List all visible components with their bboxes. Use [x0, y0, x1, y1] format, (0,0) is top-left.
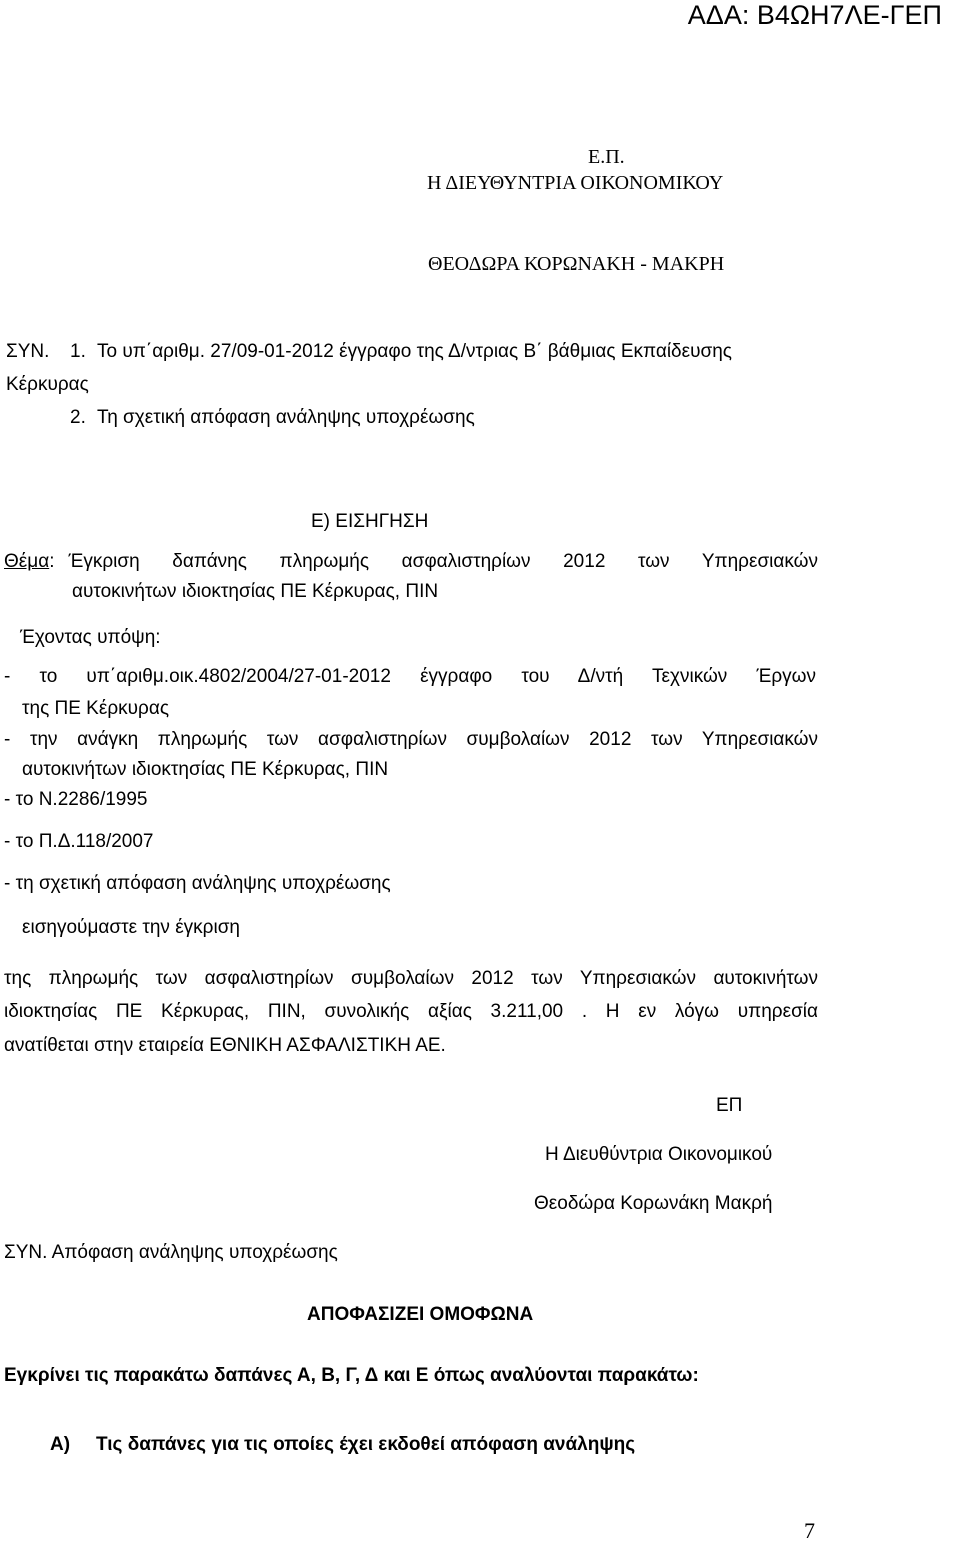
subject-line-1	[4, 551, 818, 573]
proposal-line-1: της πληρωμής των ασφαλιστηρίων συμβολαίων 2012 των Υπηρεσιακών αυτοκινήτων	[4, 968, 818, 989]
considering-item-1-cont: της ΠΕ Κέρκυρας	[22, 698, 169, 719]
attachment-1-text: Το υπ΄αριθμ. 27/09-01-2012 έγγραφο της Δ/ντριας Β΄ βάθμιας Εκπαίδευσης	[97, 341, 732, 362]
signature-bottom-ep: ΕΠ	[716, 1095, 743, 1116]
page-number: 7	[804, 1518, 815, 1543]
section-title: Ε) ΕΙΣΗΓΗΣΗ	[311, 511, 429, 532]
signature-bottom-name: Θεοδώρα Κορωνάκη Μακρή	[534, 1193, 773, 1214]
signature-bottom-role: Η Διευθύντρια Οικονομικού	[545, 1144, 773, 1165]
decision-a-text: Τις δαπάνες για τις οποίες έχει εκδοθεί απόφαση ανάληψης	[96, 1434, 636, 1455]
signature-name: ΘΕΟΔΩΡΑ ΚΟΡΩΝΑΚΗ - ΜΑΚΡΗ	[428, 253, 725, 275]
considering-item-5: - τη σχετική απόφαση ανάληψης υποχρέωσης	[4, 873, 391, 894]
considering-item-1: - το υπ΄αριθμ.οικ.4802/2004/27-01-2012 έγγραφο του Δ/ντή Τεχνικών Έργων	[4, 666, 816, 687]
considering-label: Έχοντας υπόψη:	[20, 627, 161, 648]
decision-a-label: Α)	[50, 1434, 71, 1455]
ada-header: ΑΔΑ: Β4ΩΗ7ΛΕ-ΓΕΠ	[687, 0, 942, 30]
considering-item-3: - το Ν.2286/1995	[4, 789, 148, 810]
attachments-prefix: ΣΥΝ.	[6, 341, 50, 362]
considering-item-2: - την ανάγκη πληρωμής των ασφαλιστηρίων συμβολαίων 2012 των Υπηρεσιακών	[4, 729, 818, 750]
signature-role: Η ΔΙΕΥΘΥΝΤΡΙΑ ΟΙΚΟΝΟΜΙΚΟΥ	[427, 172, 724, 194]
subject-text: Έγκριση δαπάνης πληρωμής ασφαλιστηρίων 2012 των Υπηρεσιακών	[68, 551, 818, 572]
subject-colon: :	[49, 551, 55, 572]
decision-title: ΑΠΟΦΑΣΙΖΕΙ ΟΜΟΦΩΝΑ	[307, 1304, 534, 1325]
proposal-intro: εισηγούμαστε την έγκριση	[22, 917, 240, 938]
attachment-1-cont: Κέρκυρας	[6, 374, 89, 395]
attachment-bottom: ΣΥΝ. Απόφαση ανάληψης υποχρέωσης	[4, 1242, 338, 1263]
subject-label: Θέμα	[4, 551, 50, 572]
proposal-line-2: ιδιοκτησίας ΠΕ Κέρκυρας, ΠΙΝ, συνολικής αξίας 3.211,00 . Η εν λόγω υπηρεσία	[4, 1001, 818, 1022]
signature-ep: Ε.Π.	[588, 146, 625, 168]
proposal-line-3: ανατίθεται στην εταιρεία ΕΘΝΙΚΗ ΑΣΦΑΛΙΣΤΙΚΗ ΑΕ.	[4, 1035, 446, 1056]
attachment-1-num: 1.	[70, 341, 86, 362]
subject-line-2: αυτοκινήτων ιδιοκτησίας ΠΕ Κέρκυρας, ΠΙΝ	[72, 581, 439, 602]
decision-approve: Εγκρίνει τις παρακάτω δαπάνες Α, Β, Γ, Δ και Ε όπως αναλύονται παρακάτω:	[4, 1365, 699, 1386]
considering-item-2-cont: αυτοκινήτων ιδιοκτησίας ΠΕ Κέρκυρας, ΠΙΝ	[22, 759, 389, 780]
considering-item-4: - το Π.Δ.118/2007	[4, 831, 154, 852]
attachment-2-text: Τη σχετική απόφαση ανάληψης υποχρέωσης	[97, 407, 475, 428]
attachment-2-num: 2.	[70, 407, 86, 428]
